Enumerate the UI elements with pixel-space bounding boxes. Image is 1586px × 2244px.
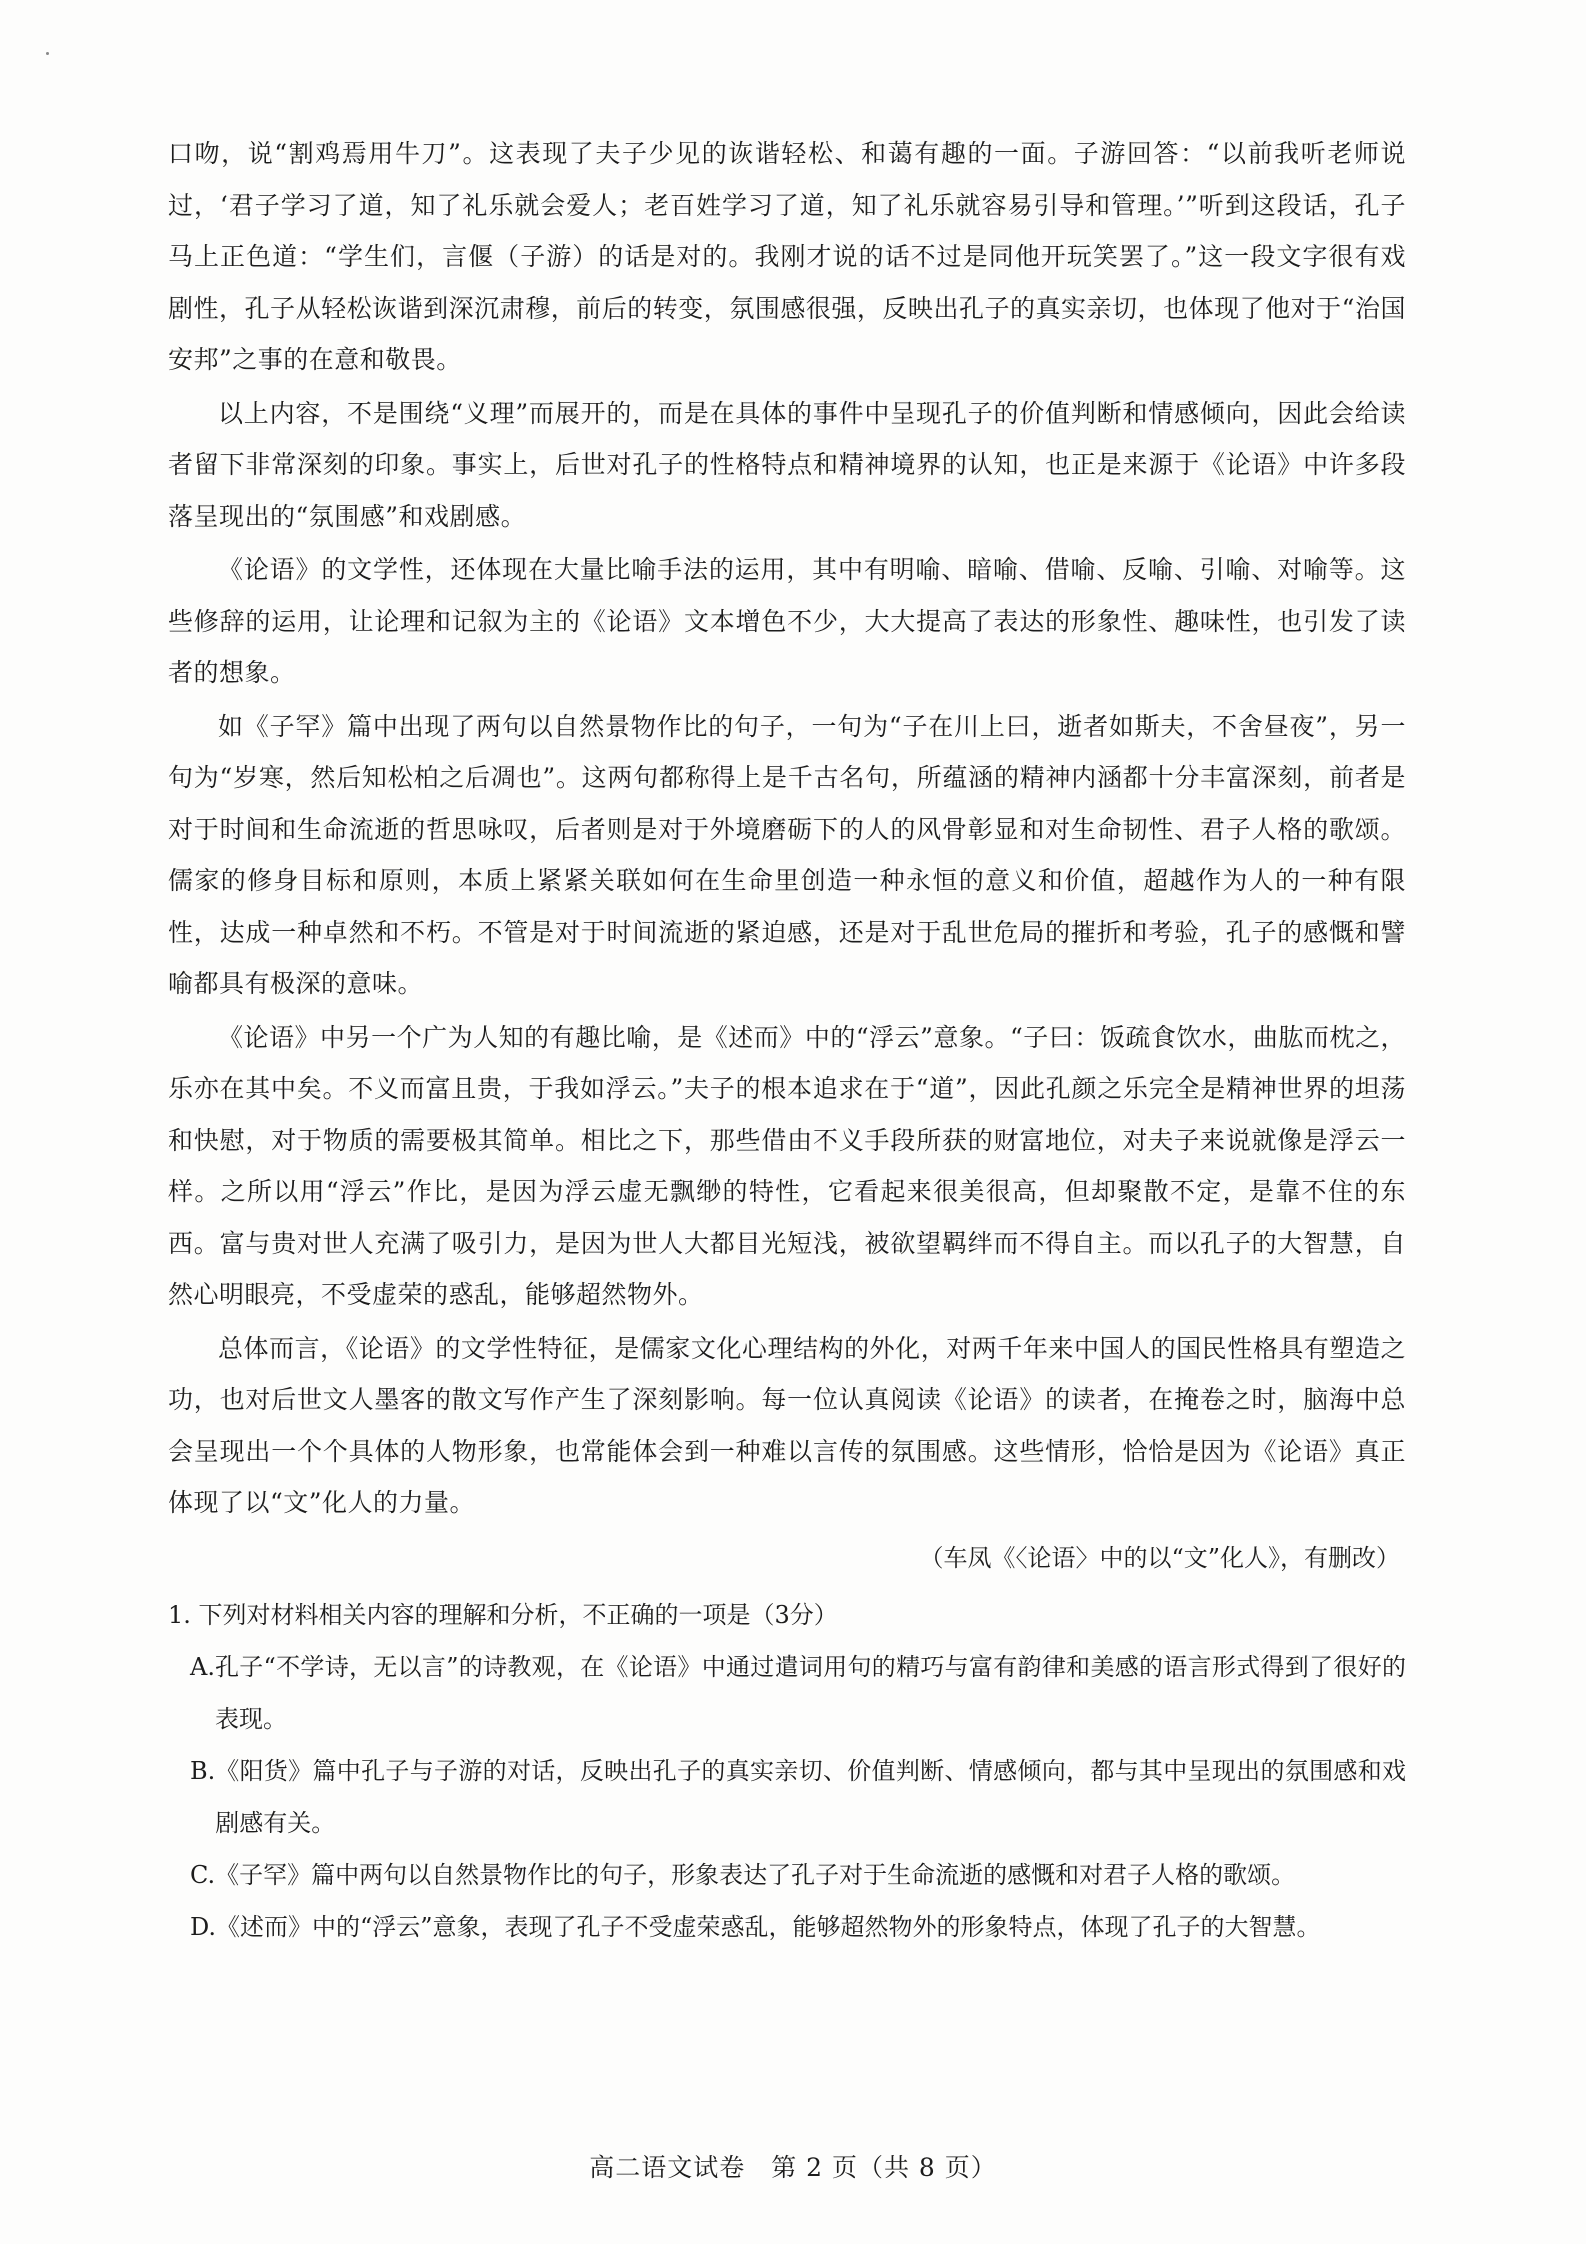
- option-c: [168, 1849, 1406, 1901]
- paragraph-continued: 口吻，说“割鸡焉用牛刀”。这表现了夫子少见的诙谐轻松、和蔼有趣的一面。子游回答：“以前我听老师说过，‘君子学习了道，知了礼乐就会爱人；老百姓学习了道，知了礼乐就容易引导和管理。’”听到这段话，孔子马上正色道：“学生们，言偃（子游）的话是对的。我刚才说的话不过是同他开玩笑罢了。”这一段文字很有戏剧性，孔子从轻松诙谐到深沉肃穆，前后的转变，氛围感很强，反映出孔子的真实亲切，也体现了他对于“治国安邦”之事的在意和敬畏。: [168, 139, 1406, 374]
- answer-options: [168, 1641, 1406, 1953]
- page-footer: 高二语文试卷 第 2 页（共 8 页）: [589, 2153, 997, 2182]
- option-letter: A.: [190, 1652, 215, 1681]
- paragraph: 如《子罕》篇中出现了两句以自然景物作比的句子，一句为“子在川上曰，逝者如斯夫，不舍昼夜”，另一句为“岁寒，然后知松柏之后凋也”。这两句都称得上是千古名句，所蕴涵的精神内涵都十分丰富深刻，前者是对于时间和生命流逝的哲思咏叹，后者则是对于外境磨砺下的人的风骨彰显和对生命韧性、君子人格的歌颂。儒家的修身目标和原则，本质上紧紧关联如何在生命里创造一种永恒的意义和价值，超越作为人的一种有限性，达成一种卓然和不朽。不管是对于时间流逝的紧迫感，还是对于乱世危局的摧折和考验，孔子的感慨和譬喻都具有极深的意味。: [168, 711, 1406, 998]
- option-letter: D.: [190, 1912, 217, 1941]
- source-citation: （车凤《〈论语〉中的以“文”化人》，有删改）: [919, 1543, 1400, 1572]
- option-letter: C.: [190, 1860, 216, 1889]
- option-b: [168, 1745, 1406, 1849]
- paragraph: 总体而言，《论语》的文学性特征，是儒家文化心理结构的外化，对两千年来中国人的国民性格具有塑造之功，也对后世文人墨客的散文写作产生了深刻影响。每一位认真阅读《论语》的读者，在掩卷之时，脑海中总会呈现出一个个具体的人物形象，也常能体会到一种难以言传的氛围感。这些情形，恰恰是因为《论语》真正体现了以“文”化人的力量。: [168, 1333, 1406, 1517]
- option-text: 《子罕》篇中两句以自然景物作比的句子，形象表达了孔子对于生命流逝的感慨和对君子人格的歌颂。: [215, 1860, 1296, 1889]
- paragraph: 以上内容，不是围绕“义理”而展开的，而是在具体的事件中呈现孔子的价值判断和情感倾向，因此会给读者留下非常深刻的印象。事实上，后世对孔子的性格特点和精神境界的认知，也正是来源于《论语》中许多段落呈现出的“氛围感”和戏剧感。: [168, 398, 1406, 531]
- question-stem: 1. 下列对材料相关内容的理解和分析，不正确的一项是（3分）: [168, 1600, 838, 1629]
- scan-speck: [46, 52, 49, 55]
- paragraph: 《论语》的文学性，还体现在大量比喻手法的运用，其中有明喻、暗喻、借喻、反喻、引喻、对喻等。这些修辞的运用，让论理和记叙为主的《论语》文本增色不少，大大提高了表达的形象性、趣味性，也引发了读者的想象。: [168, 555, 1406, 687]
- option-a: [168, 1641, 1406, 1745]
- page-content: [168, 128, 1406, 1953]
- option-d: [168, 1901, 1406, 1953]
- paragraph: 《论语》中另一个广为人知的有趣比喻，是《述而》中的“浮云”意象。“子曰：饭疏食饮水，曲肱而枕之，乐亦在其中矣。不义而富且贵，于我如浮云。”夫子的根本追求在于“道”，因此孔颜之乐完全是精神世界的坦荡和快慰，对于物质的需要极其简单。相比之下，那些借由不义手段所获的财富地位，对夫子来说就像是浮云一样。之所以用“浮云”作比，是因为浮云虚无飘缈的特性，它看起来很美很高，但却聚散不定，是靠不住的东西。富与贵对世人充满了吸引力，是因为世人大都目光短浅，被欲望羁绊而不得自主。而以孔子的大智慧，自然心明眼亮，不受虚荣的惑乱，能够超然物外。: [168, 1022, 1406, 1309]
- option-letter: B.: [190, 1756, 216, 1785]
- option-text: 《述而》中的“浮云”意象，表现了孔子不受虚荣惑乱，能够超然物外的形象特点，体现了孔子的大智慧。: [216, 1912, 1321, 1941]
- option-text: 《阳货》篇中孔子与子游的对话，反映出孔子的真实亲切、价值判断、情感倾向，都与其中呈现出的氛围感和戏剧感有关。: [215, 1756, 1406, 1837]
- option-text: 孔子“不学诗，无以言”的诗教观，在《论语》中通过遣词用句的精巧与富有韵律和美感的语言形式得到了很好的表现。: [214, 1652, 1406, 1733]
